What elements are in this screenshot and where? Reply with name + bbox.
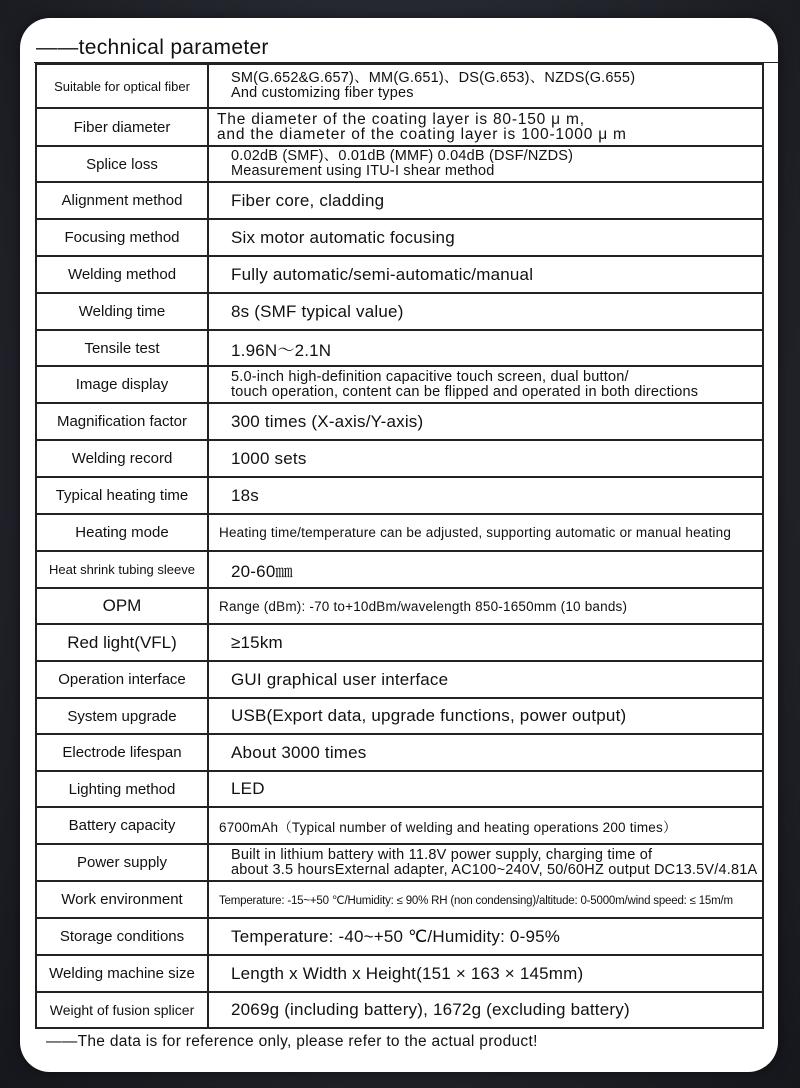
table-row bbox=[36, 661, 763, 698]
table-row bbox=[36, 403, 763, 440]
parameter-label: Weight of fusion splicer bbox=[36, 992, 208, 1028]
parameter-label: Typical heating time bbox=[36, 477, 208, 514]
table-row bbox=[36, 477, 763, 514]
parameter-value-line: Fully automatic/semi-automatic/manual bbox=[231, 264, 534, 284]
parameter-value-line: 0.02dB (SMF)、0.01dB (MMF) 0.04dB (DSF/NZDS) bbox=[231, 148, 574, 164]
table-row bbox=[36, 992, 763, 1028]
parameter-value bbox=[208, 551, 763, 588]
parameter-value-line: about 3.5 hoursExternal adapter, AC100~240V, 50/60HZ output DC13.5V/4.81A bbox=[231, 861, 758, 878]
table-row bbox=[36, 440, 763, 477]
parameter-value bbox=[208, 734, 763, 771]
table-row bbox=[36, 64, 763, 108]
parameter-value-line: 300 times (X-axis/Y-axis) bbox=[231, 411, 424, 431]
table-row bbox=[36, 734, 763, 771]
parameter-value bbox=[208, 219, 763, 256]
parameter-value-line: Temperature: -15~+50 ℃/Humidity: ≤ 90% RH (non condensing)/altitude: 0-5000m/wind speed: ≤ 15m/m bbox=[219, 894, 733, 907]
parameter-value-line: and the diameter of the coating layer is 100-1000 μ m bbox=[217, 126, 627, 143]
parameter-value bbox=[208, 588, 763, 624]
parameter-value bbox=[208, 256, 763, 293]
table-row bbox=[36, 698, 763, 734]
table-row bbox=[36, 807, 763, 844]
table-row bbox=[36, 955, 763, 992]
parameter-label: Tensile test bbox=[36, 330, 208, 366]
parameter-label: Power supply bbox=[36, 844, 208, 881]
parameter-value-line: And customizing fiber types bbox=[231, 85, 414, 101]
parameter-value bbox=[208, 771, 763, 807]
parameter-value-line: About 3000 times bbox=[231, 742, 367, 762]
parameter-value bbox=[208, 108, 763, 146]
parameter-value bbox=[208, 918, 763, 955]
parameter-value-line: Six motor automatic focusing bbox=[231, 227, 455, 247]
parameter-value bbox=[208, 182, 763, 219]
parameter-value-line: 20-60㎜ bbox=[231, 562, 293, 581]
parameter-value-line: Range (dBm): -70 to+10dBm/wavelength 850-1650mm (10 bands) bbox=[219, 598, 628, 614]
parameter-value bbox=[208, 330, 763, 366]
parameter-value-line: Fiber core, cladding bbox=[231, 190, 385, 210]
parameter-value-line: touch operation, content can be flipped and operated in both directions bbox=[231, 383, 699, 400]
table-row bbox=[36, 624, 763, 661]
parameter-value bbox=[208, 146, 763, 182]
parameter-label: OPM bbox=[36, 588, 208, 624]
parameter-label: Image display bbox=[36, 366, 208, 403]
parameter-value-line: 5.0-inch high-definition capacitive touch screen, dual button/ bbox=[231, 368, 629, 385]
parameter-value bbox=[208, 64, 763, 108]
parameter-value-line: 6700mAh（Typical number of welding and heating operations 200 times） bbox=[219, 819, 677, 835]
parameter-value-line: 1.96N～2.1N bbox=[231, 340, 332, 360]
parameter-value-line: LED bbox=[231, 779, 265, 798]
parameter-label: Focusing method bbox=[36, 219, 208, 256]
parameter-value-line: Heating time/temperature can be adjusted, supporting automatic or manual heating bbox=[219, 525, 732, 540]
table-row bbox=[36, 366, 763, 403]
parameter-label: Suitable for optical fiber bbox=[36, 64, 208, 108]
parameter-value bbox=[208, 514, 763, 551]
parameter-value-line: 2069g (including battery), 1672g (excluding battery) bbox=[231, 1000, 630, 1019]
parameter-value-line: 8s (SMF typical value) bbox=[231, 301, 404, 321]
parameter-label: Battery capacity bbox=[36, 807, 208, 844]
parameter-value-line: Built in lithium battery with 11.8V power supply, charging time of bbox=[231, 846, 653, 863]
parameter-value bbox=[208, 366, 763, 403]
table-row bbox=[36, 330, 763, 366]
parameter-table bbox=[35, 63, 764, 1029]
parameter-value-line: 18s bbox=[231, 485, 260, 505]
parameter-label: Fiber diameter bbox=[36, 108, 208, 146]
table-row bbox=[36, 256, 763, 293]
parameter-value-line: SM(G.652&G.657)、MM(G.651)、DS(G.653)、NZDS(G.655) bbox=[231, 70, 636, 86]
parameter-value-line: Measurement using ITU-I shear method bbox=[231, 163, 495, 179]
table-row bbox=[36, 551, 763, 588]
section-heading: ——technical parameter bbox=[36, 36, 269, 59]
parameter-value-line: Temperature: -40~+50 ℃/Humidity: 0-95% bbox=[231, 926, 561, 946]
parameter-value bbox=[208, 992, 763, 1028]
table-row bbox=[36, 514, 763, 551]
spec-card bbox=[20, 18, 778, 1072]
table-row bbox=[36, 219, 763, 256]
parameter-value bbox=[208, 440, 763, 477]
table-row bbox=[36, 771, 763, 807]
parameter-label: Welding method bbox=[36, 256, 208, 293]
parameter-label: Splice loss bbox=[36, 146, 208, 182]
parameter-value-line: 1000 sets bbox=[231, 448, 307, 468]
parameter-label: System upgrade bbox=[36, 698, 208, 734]
table-row bbox=[36, 844, 763, 881]
table-row bbox=[36, 918, 763, 955]
parameter-label: Electrode lifespan bbox=[36, 734, 208, 771]
parameter-label: Operation interface bbox=[36, 661, 208, 698]
parameter-label: Heating mode bbox=[36, 514, 208, 551]
parameter-value-line: The diameter of the coating layer is 80-150 μ m, bbox=[217, 111, 585, 128]
parameter-label: Heat shrink tubing sleeve bbox=[36, 551, 208, 588]
parameter-label: Alignment method bbox=[36, 182, 208, 219]
parameter-value bbox=[208, 661, 763, 698]
table-row bbox=[36, 146, 763, 182]
parameter-value bbox=[208, 403, 763, 440]
parameter-label: Welding record bbox=[36, 440, 208, 477]
parameter-value bbox=[208, 477, 763, 514]
table-row bbox=[36, 588, 763, 624]
parameter-value-line: ≥15km bbox=[231, 632, 283, 652]
table-row bbox=[36, 293, 763, 330]
parameter-label: Lighting method bbox=[36, 771, 208, 807]
parameter-value bbox=[208, 624, 763, 661]
table-row bbox=[36, 108, 763, 146]
parameter-label: Storage conditions bbox=[36, 918, 208, 955]
parameter-value bbox=[208, 881, 763, 918]
parameter-value bbox=[208, 955, 763, 992]
parameter-label: Magnification factor bbox=[36, 403, 208, 440]
parameter-value-line: USB(Export data, upgrade functions, power output) bbox=[231, 706, 627, 725]
parameter-value bbox=[208, 698, 763, 734]
parameter-value bbox=[208, 293, 763, 330]
disclaimer-note: ——The data is for reference only, please refer to the actual product! bbox=[46, 1033, 538, 1050]
parameter-value bbox=[208, 844, 763, 881]
table-row bbox=[36, 182, 763, 219]
parameter-value bbox=[208, 807, 763, 844]
parameter-label: Welding time bbox=[36, 293, 208, 330]
table-row bbox=[36, 881, 763, 918]
parameter-label: Welding machine size bbox=[36, 955, 208, 992]
parameter-value-line: GUI graphical user interface bbox=[231, 669, 449, 689]
parameter-value-line: Length x Width x Height(151 × 163 × 145mm) bbox=[231, 963, 584, 983]
parameter-label: Red light(VFL) bbox=[36, 624, 208, 661]
parameter-label: Work environment bbox=[36, 881, 208, 918]
